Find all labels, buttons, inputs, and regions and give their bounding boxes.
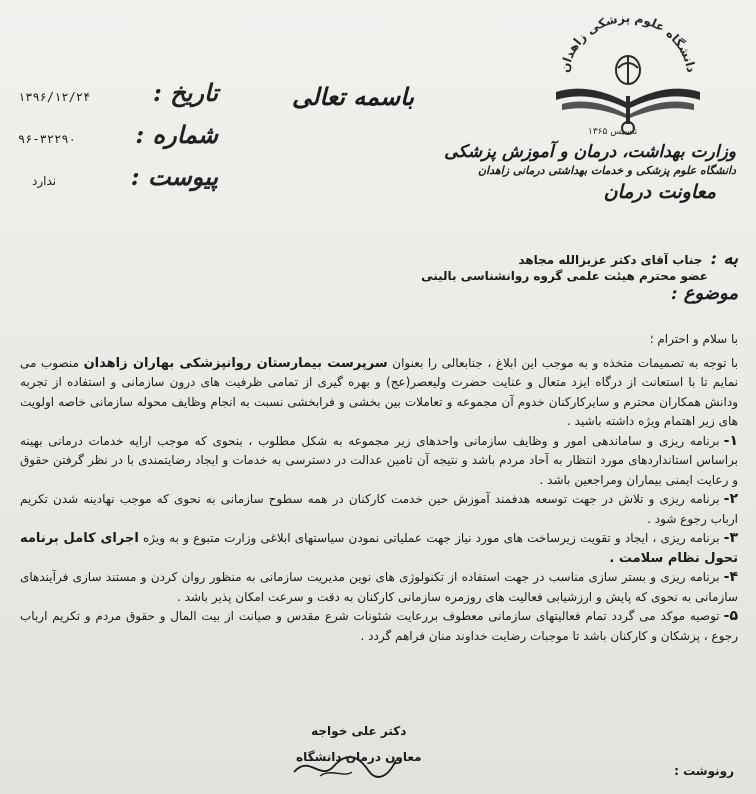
attachment-value: ندارد [32,174,57,188]
subject-row [278,283,738,304]
item-bold: اجرای کامل برنامه تحول نظام سلامت . [20,531,738,566]
ministry-heading [444,142,736,203]
bismillah: باسمه تعالی [292,82,415,111]
date-row [18,78,218,120]
list-item [20,529,738,568]
to-label: به : [710,248,738,269]
logo-founded: تاسیس ۱۳۶۵ [588,127,638,137]
addressee-to-row [278,248,738,269]
logo-university-name: دانشگاه علوم پزشکی زاهدان [557,10,699,74]
list-item [20,432,738,491]
to-sub: عضو محترم هیئت علمی گروه روانشناسی بالینی [421,269,708,283]
ministry-line1: وزارت بهداشت، درمان و آموزش پزشکی [444,142,736,162]
handwritten-signature-icon [290,748,400,784]
subject-label: موضوع : [670,283,738,304]
attachment-label: پیوست : [130,162,218,191]
priority-list [20,432,738,647]
ministry-line3: معاونت درمان [603,181,716,203]
item-text: برنامه ریزی و بستر سازی مناسب در جهت استفاده از تکنولوژی های نوین مدیریت سازمانی به منظور روان کردن و مستند سازی فرآیندهای سازمانی به نحوی که پایش و ارزشیابی فعالیت های روزمره سازمانی کارکنان به دقت و سرعت امکان پذیر باشد . [20,570,738,604]
item-text: توصیه موکد می گردد تمام فعالیتهای سازمانی معطوف بررعایت شئونات شرع مقدس و صیانت از بیت المال و حقوق مردم و تکریم ارباب رجوع ، پزشکان و کارکنان باشد تا موجبات رضایت خداوند منان فراهم گردد . [20,609,738,643]
to-value: جناب آقای دکتر عزیزالله مجاهد [518,253,703,267]
signatory-title: معاون درمان دانشگاه [296,750,422,764]
ministry-line2: دانشگاه علوم پزشکی و خدمات بهداشتی درمانی زاهدان [477,164,736,177]
list-item [20,490,738,529]
addressee-block [278,248,738,304]
intro-paragraph [20,354,738,432]
intro-part1: با توجه به تصمیمات متخذه و به موجب این ابلاغ ، جنابعالی را بعنوان [392,355,738,370]
list-item [20,607,738,646]
item-text: برنامه ریزی ، ایجاد و تقویت زیرساخت های مورد نیاز جهت عملیاتی نمودن سیاستهای ابلاغی وزارت متبوع و به ویژه [142,531,720,545]
item-number: ۴- [723,569,738,585]
item-text: برنامه ریزی و تلاش در جهت توسعه هدفمند آموزش حین خدمت کارکنان در همه سطوح سازمانی به نحوی که موجب نهادینه شدن تکریم ارباب رجوع شود . [20,492,738,526]
intro-bold: سرپرست بیمارستان روانپزشکی بهاران زاهدان [83,355,388,371]
number-row [18,120,218,162]
number-label: شماره : [135,120,218,149]
signatory-name: دکتر علی خواجه [311,724,407,738]
item-number: ۱- [723,432,738,449]
university-logo-icon [548,10,708,142]
item-number: ۳- [723,530,738,546]
number-value: ۹۶-۳۲۲۹۰ [18,132,76,146]
date-value: ۱۳۹۶/۱۲/۲۴ [18,90,91,104]
item-number: ۵- [723,608,738,624]
list-item [20,568,738,607]
greeting: با سلام و احترام ؛ [649,332,738,346]
letter-body [20,330,738,646]
item-number: ۲- [723,491,738,507]
date-label: تاریخ : [153,78,218,107]
attachment-row [18,162,218,204]
intro-part2: منصوب می نمایم تا با استعانت از درگاه ایزد متعال و عنایت حضرت ولیعصر(عج) و بهره گیری از تمامی ظرفیت های درون سازمانی و استفاده از تجربه ودانش همکاران محترم و سایرکارکنان خدوم آن مجموعه و تعاملات بین بخشی و فرابخشی نسبت به انجام وظایف محوله سازمانی خاصه اولویت های زیر اهتمام ویژه داشته باشید . [20,355,738,428]
item-text: برنامه ریزی و ساماندهی امور و وظایف سازمانی واحدهای زیر مجموعه به شکل مطلوب ، بنحوی که موجب ارایه خدمات درمانی بهینه براساس استانداردهای مورد انتظار به آحاد مردم باشد و نتیجه آن تامین عدالت در دسترسی به خدمات و ایجاد رضایتمندی با در نظر گرفتن حقوق و رعایت ایمنی بیماران ومراجعین باشد . [20,433,738,487]
letter-meta [18,78,218,204]
copy-label: رونوشت : [674,764,734,778]
